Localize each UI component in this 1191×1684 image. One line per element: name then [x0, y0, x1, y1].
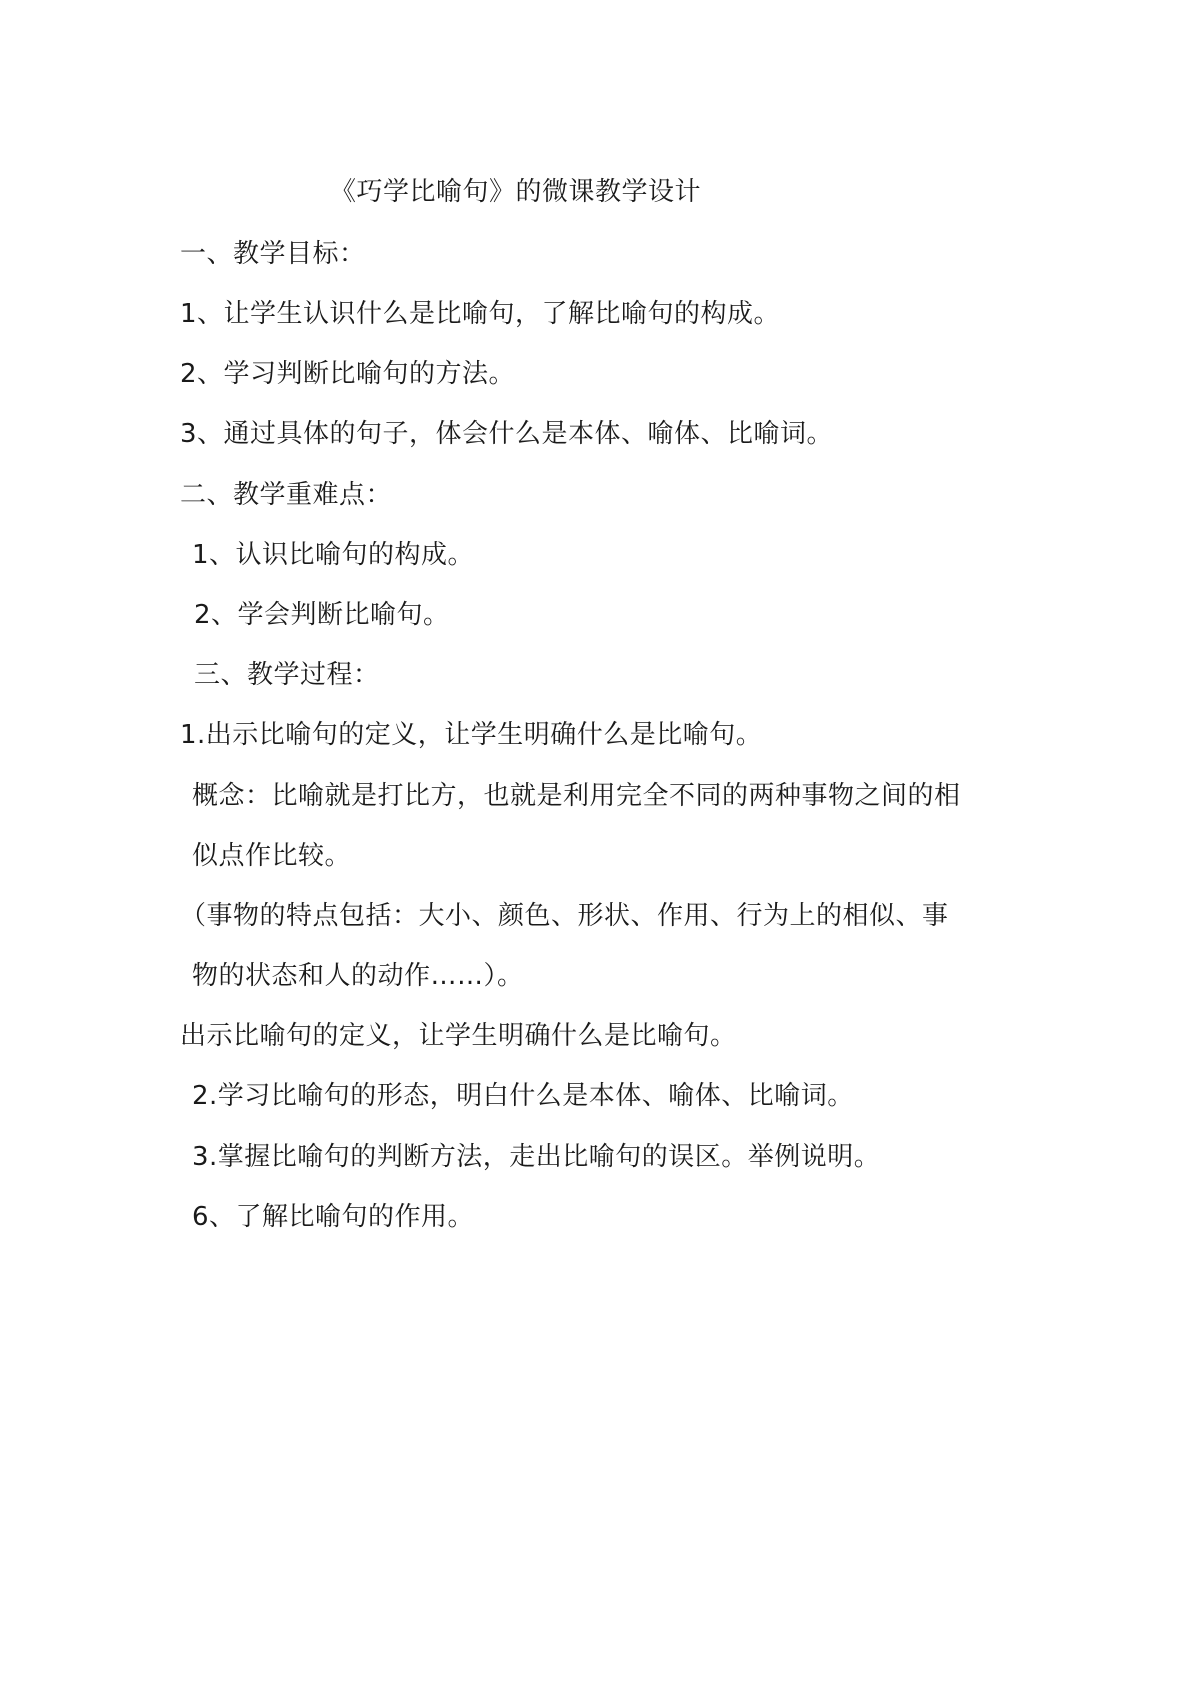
concept-line-1: 概念：比喻就是打比方，也就是利用完全不同的两种事物之间的相 [192, 781, 961, 811]
document-title: 《巧学比喻句》的微课教学设计 [330, 177, 702, 207]
objective-item-1: 1、让学生认识什么是比喻句，了解比喻句的构成。 [180, 299, 781, 329]
concept-line-2: 似点作比较。 [192, 841, 352, 871]
section-heading-key-points: 二、教学重难点： [180, 480, 393, 510]
process-step-2: 2.学习比喻句的形态，明白什么是本体、喻体、比喻词。 [192, 1081, 854, 1111]
definition-repeat: 出示比喻句的定义，让学生明确什么是比喻句。 [180, 1021, 737, 1051]
objective-item-3: 3、通过具体的句子，体会什么是本体、喻体、比喻词。 [180, 419, 834, 449]
process-step-6: 6、了解比喻句的作用。 [192, 1202, 475, 1232]
process-step-1: 1.出示比喻句的定义，让学生明确什么是比喻句。 [180, 720, 763, 750]
process-step-3: 3.掌握比喻句的判断方法，走出比喻句的误区。举例说明。 [192, 1142, 881, 1172]
key-point-item-2: 2、学会判断比喻句。 [194, 600, 450, 630]
objective-item-2: 2、学习判断比喻句的方法。 [180, 359, 516, 389]
section-heading-objectives: 一、教学目标： [180, 239, 366, 269]
features-line-1: （事物的特点包括：大小、颜色、形状、作用、行为上的相似、事 [180, 901, 949, 931]
features-line-2: 物的状态和人的动作……）。 [192, 961, 524, 991]
section-heading-process: 三、教学过程： [194, 660, 380, 690]
key-point-item-1: 1、认识比喻句的构成。 [192, 540, 475, 570]
